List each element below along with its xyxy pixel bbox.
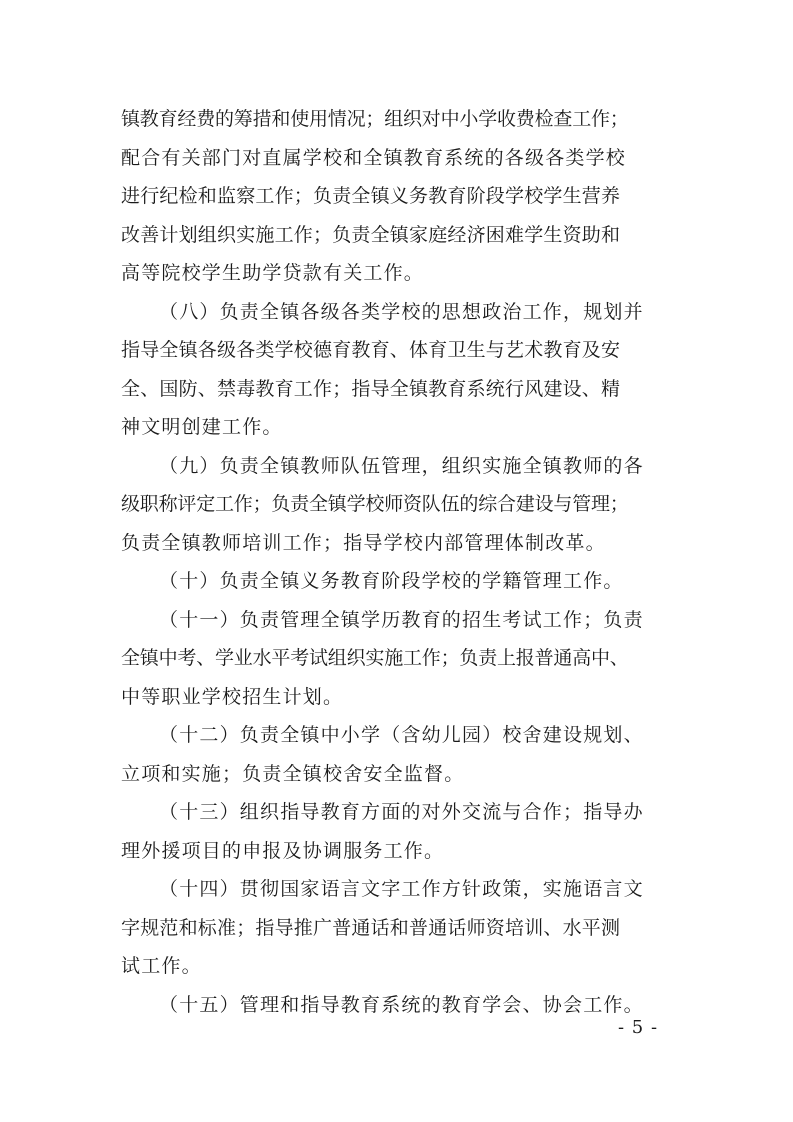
- paragraph-first-line: （十）负责全镇义务教育阶段学校的学籍管理工作。: [159, 570, 624, 592]
- text-line: 全镇中考、学业水平考试组织实施工作；负责上报普通高中、: [121, 647, 629, 669]
- text-line: 全、国防、禁毒教育工作；指导全镇教育系统行风建设、精: [121, 377, 621, 400]
- paragraph-first-line: （十一）负责管理全镇学历教育的招生考试工作；负责: [159, 608, 644, 631]
- text-line: 理外援项目的申报及协调服务工作。: [121, 839, 445, 862]
- text-line: 高等院校学生助学贷款有关工作。: [121, 262, 425, 284]
- text-line: 负责全镇教师培训工作；指导学校内部管理体制改革。: [121, 531, 606, 554]
- paragraph-first-line: （十四）贯彻国家语言文字工作方针政策，实施语言文: [159, 878, 644, 900]
- text-line: 改善计划组织实施工作；负责全镇家庭经济困难学生资助和: [121, 223, 621, 246]
- text-line: 中等职业学校招生计划。: [121, 685, 344, 708]
- paragraph-first-line: （十三）组织指导教育方面的对外交流与合作；指导办: [159, 801, 644, 823]
- text-line: 立项和实施；负责全镇校舍安全监督。: [121, 762, 465, 785]
- text-line: 神文明创建工作。: [121, 416, 283, 438]
- page-number: - 5 -: [618, 1017, 659, 1038]
- text-line: 镇教育经费的筹措和使用情况；组织对中小学收费检查工作；: [121, 108, 629, 130]
- paragraph-first-line: （八）负责全镇各级各类学校的思想政治工作，规划并: [159, 300, 644, 323]
- text-line: 进行纪检和监察工作；负责全镇义务教育阶段学校学生营养: [121, 185, 621, 207]
- text-line: 试工作。: [121, 955, 202, 977]
- text-line: 指导全镇各级各类学校德育教育、体育卫生与艺术教育及安: [121, 339, 621, 361]
- text-line: 配合有关部门对直属学校和全镇教育系统的各级各类学校: [121, 146, 627, 169]
- text-line: 级职称评定工作；负责全镇学校师资队伍的综合建设与管理；: [121, 493, 629, 515]
- paragraph-first-line: （十二）负责全镇中小学（含幼儿园）校舍建设规划、: [159, 724, 644, 746]
- paragraph-first-line: （十五）管理和指导教育系统的教育学会、协会工作。: [159, 993, 644, 1016]
- text-line: 字规范和标准；指导推广普通话和普通话师资培训、水平测: [121, 916, 621, 939]
- paragraph-first-line: （九）负责全镇教师队伍管理，组织实施全镇教师的各: [159, 454, 644, 477]
